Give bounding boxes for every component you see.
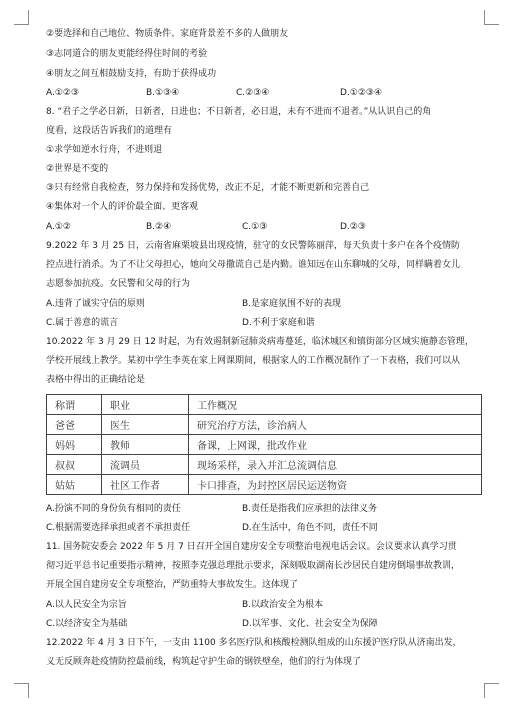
table-row xyxy=(47,435,482,455)
q8-item-1: ①求学如逆水行舟，不进则退 xyxy=(46,145,163,155)
table-header-cell: 工作概况 xyxy=(189,395,482,415)
q11-stem-line-3: 开展全国自建房安全专项整治，严防重特大事故发生。这体现了 xyxy=(46,580,299,590)
q8-item-4: ④集体对一个人的评价最全面、更客观 xyxy=(46,202,199,212)
q9-option-a: A.违背了诚实守信的原则 xyxy=(46,299,145,309)
q10-option-a: A.扮演不同的身份负有相同的责任 xyxy=(46,504,181,514)
table-header-row xyxy=(47,395,482,415)
table-row xyxy=(47,415,482,435)
table-cell: 社区工作者 xyxy=(102,475,189,495)
q8-stem-line-2: 度看，这段话告诉我们的道理有 xyxy=(46,126,173,136)
q9-option-d: D.不利于家庭和谐 xyxy=(242,318,315,328)
q11-option-a: A.以人民安全为宗旨 xyxy=(46,600,127,610)
table-cell: 备课，上网课，批改作业 xyxy=(189,435,482,455)
q8-option-d: D.②③ xyxy=(340,222,366,232)
q10-option-d: D.在生活中，角色不同，责任不同 xyxy=(242,523,378,533)
q10-option-b: B.责任是指我们应承担的法律义务 xyxy=(242,504,378,514)
q8-option-a: A.①② xyxy=(46,222,71,232)
table-cell: 卡口排查，为封控区居民运送物资 xyxy=(189,475,482,495)
q7-item-4: ④朋友之间互相鼓励支持，有助于获得成功 xyxy=(46,69,217,79)
q8-option-b: B.②④ xyxy=(146,222,172,232)
table-cell: 爸爸 xyxy=(47,415,102,435)
q7-option-a: A.①②③ xyxy=(46,88,80,98)
q10-stem-line-2: 学校开展线上教学。某初中学生李英在家上网课期间，根据家人的工作概况制作了一下表格，我们可以从 xyxy=(46,356,461,366)
table-header-cell: 职业 xyxy=(102,395,189,415)
q12-stem-line-1: 12.2022 年 4 月 3 日下午，一支由 1100 多名医疗队和核酸检测队组成的山东援沪医疗队从济南出发， xyxy=(46,638,462,648)
q8-stem-line-1: 8. “君子之学必日新，日新者，日进也；不日新者，必日退，未有不进而不退者。”从认识自己的角 xyxy=(46,107,432,117)
q7-item-2: ②要选择和自己地位、物质条件、家庭背景差不多的人做朋友 xyxy=(46,29,289,39)
q10-stem-line-3: 表格中得出的正确结论是 xyxy=(46,375,146,385)
q8-option-c: C.①③ xyxy=(242,222,268,232)
q7-item-3: ③志同道合的朋友更能经得住时间的考验 xyxy=(46,49,208,59)
q7-option-c: C.②③④ xyxy=(236,88,270,98)
q7-option-b: B.①③④ xyxy=(146,88,180,98)
q9-stem-line-1: 9.2022 年 3 月 25 日，云南省麻栗坡县出现疫情，驻守的女民警陈丽萍，每天负责十多户在各个疫情防 xyxy=(46,241,460,251)
q12-stem-line-2: 义无反顾奔赴疫情防控最前线，构筑起守护生命的钢铁壁垒，他们的行为体现了 xyxy=(46,657,362,667)
q8-item-2: ②世界是不变的 xyxy=(46,164,109,174)
table-row xyxy=(47,475,482,495)
q8-item-3: ③只有经常自我检查，努力保持和发扬优势，改正不足，才能不断更新和完善自己 xyxy=(46,183,370,193)
q9-stem-line-2: 控点进行消杀。为了不让父母担心，她向父母撒谎自己是内勤。谁知远在山东聊城的父母，同样瞒着女儿 xyxy=(46,260,461,270)
q9-option-c: C.属于善意的谎言 xyxy=(46,318,119,328)
crop-mark-top-right xyxy=(484,10,499,25)
family-work-table xyxy=(46,394,482,495)
table-cell: 医生 xyxy=(102,415,189,435)
q9-option-b: B.是家庭氛围不好的表现 xyxy=(242,299,342,309)
table-header-cell: 称谓 xyxy=(47,395,102,415)
q11-stem-line-2: 彻习近平总书记重要指示精神，按照李克强总理批示要求，深刻吸取湖南长沙居民自建房倒塌事故教训， xyxy=(46,561,461,571)
q9-stem-line-3: 志愿参加抗疫。女民警和父母的行为 xyxy=(46,279,191,289)
table-cell: 教师 xyxy=(102,435,189,455)
table-cell: 叔叔 xyxy=(47,455,102,475)
crop-mark-bottom-right xyxy=(484,683,499,698)
q11-option-d: D.以军事、文化、社会安全为保障 xyxy=(242,619,378,629)
table-cell: 流调员 xyxy=(102,455,189,475)
table-cell: 研究治疗方法，诊治病人 xyxy=(189,415,482,435)
q10-option-c: C.根据需要选择承担或者不承担责任 xyxy=(46,523,191,533)
table-cell: 姑姑 xyxy=(47,475,102,495)
table-row xyxy=(47,455,482,475)
crop-mark-top-left xyxy=(14,10,29,25)
q10-stem-line-1: 10.2022 年 3 月 29 日 12 时起，为有效遏制新冠肺炎病毒蔓延，临沭城区和镇街部分区域实施静态管理， xyxy=(46,337,474,347)
q11-stem-line-1: 11. 国务院安委会 2022 年 5 月 7 日召开全国自建房安全专项整治电视电话会议。会议要求认真学习贯 xyxy=(46,542,457,552)
q11-option-b: B.以政治安全为根本 xyxy=(242,600,324,610)
crop-mark-bottom-left xyxy=(14,683,29,698)
q11-option-c: C.以经济安全为基础 xyxy=(46,619,128,629)
table-cell: 现场采样，录入并汇总流调信息 xyxy=(189,455,482,475)
table-cell: 妈妈 xyxy=(47,435,102,455)
q7-option-d: D.①②③④ xyxy=(340,88,383,98)
